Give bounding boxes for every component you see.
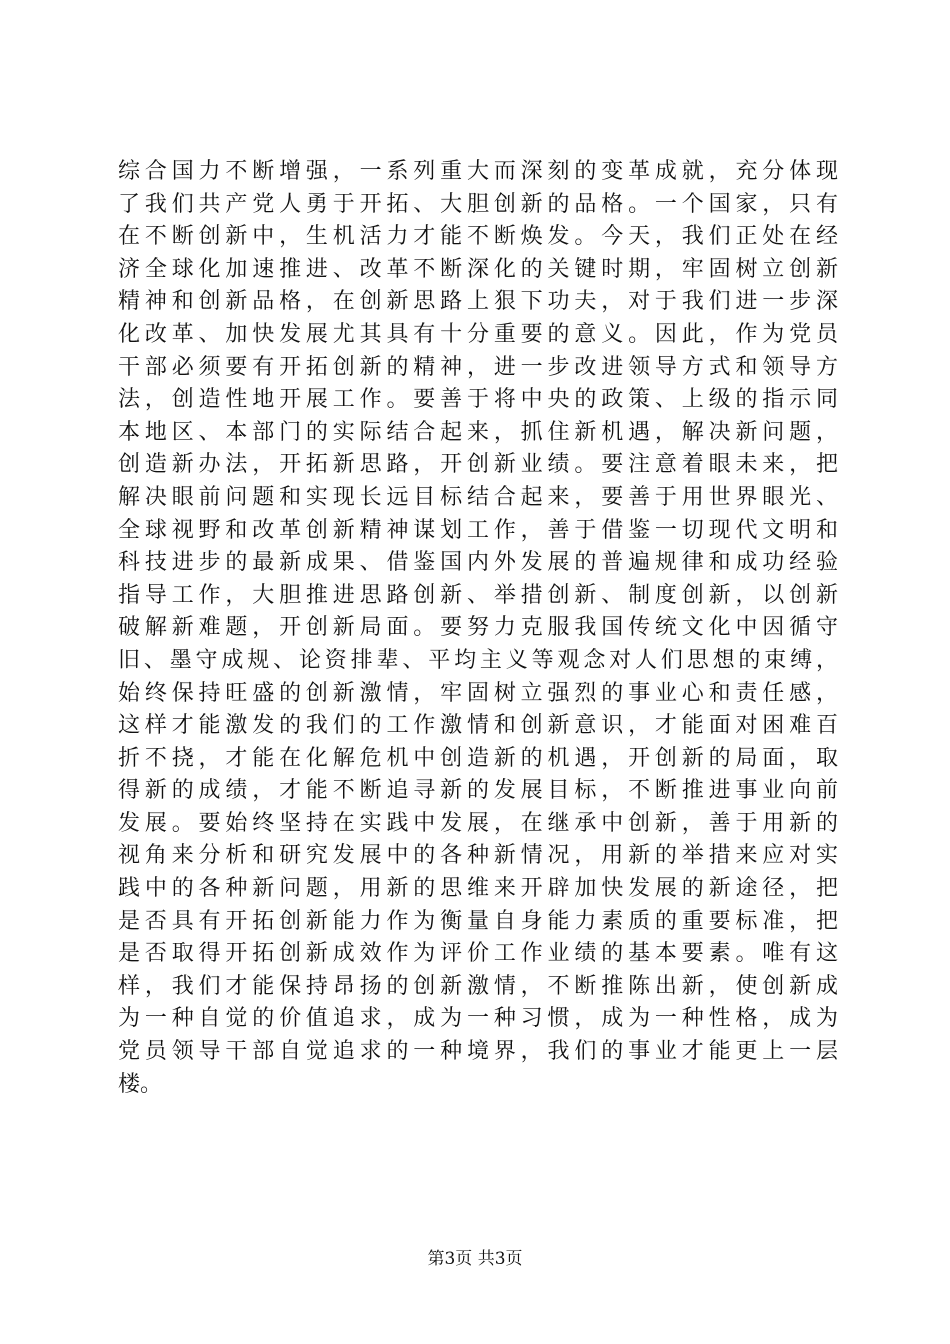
paragraph-line: 始终保持旺盛的创新激情，牢固树立强烈的事业心和责任感， bbox=[118, 680, 838, 706]
paragraph-line: 党员领导干部自觉追求的一种境界，我们的事业才能更上一层 bbox=[118, 1039, 838, 1065]
paragraph-line: 是否取得开拓创新成效作为评价工作业绩的基本要素。唯有这 bbox=[118, 941, 838, 967]
paragraph-line: 破解新难题，开创新局面。要努力克服我国传统文化中因循守 bbox=[118, 615, 838, 641]
paragraph-line: 为一种自觉的价值追求，成为一种习惯，成为一种性格，成为 bbox=[118, 1006, 838, 1032]
paragraph-line: 是否具有开拓创新能力作为衡量自身能力素质的重要标准，把 bbox=[118, 908, 838, 934]
paragraph-line: 在不断创新中，生机活力才能不断焕发。今天，我们正处在经 bbox=[118, 224, 838, 250]
page-number-footer: 第3页 共3页 bbox=[427, 1249, 523, 1269]
paragraph-line: 这样才能激发的我们的工作激情和创新意识，才能面对困难百 bbox=[118, 713, 838, 739]
paragraph-line: 发展。要始终坚持在实践中发展，在继承中创新，善于用新的 bbox=[118, 810, 838, 836]
paragraph-line: 践中的各种新问题，用新的思维来开辟加快发展的新途径，把 bbox=[118, 876, 838, 902]
paragraph-line: 法，创造性地开展工作。要善于将中央的政策、上级的指示同 bbox=[118, 387, 838, 413]
paragraph-line: 视角来分析和研究发展中的各种新情况，用新的举措来应对实 bbox=[118, 843, 838, 869]
paragraph-line: 济全球化加速推进、改革不断深化的关键时期，牢固树立创新 bbox=[118, 256, 838, 282]
paragraph-line: 科技进步的最新成果、借鉴国内外发展的普遍规律和成功经验 bbox=[118, 550, 838, 576]
paragraph-line: 解决眼前问题和实现长远目标结合起来，要善于用世界眼光、 bbox=[118, 484, 838, 510]
paragraph-line: 旧、墨守成规、论资排辈、平均主义等观念对人们思想的束缚， bbox=[118, 647, 838, 673]
paragraph-line: 全球视野和改革创新精神谋划工作，善于借鉴一切现代文明和 bbox=[118, 517, 838, 543]
paragraph-line: 精神和创新品格，在创新思路上狠下功夫，对于我们进一步深 bbox=[118, 289, 838, 315]
paragraph-line: 楼。 bbox=[118, 1071, 163, 1097]
paragraph-line: 了我们共产党人勇于开拓、大胆创新的品格。一个国家，只有 bbox=[118, 191, 838, 217]
paragraph-line: 折不挠，才能在化解危机中创造新的机遇，开创新的局面，取 bbox=[118, 745, 838, 771]
paragraph-line: 样，我们才能保持昂扬的创新激情，不断推陈出新，使创新成 bbox=[118, 973, 838, 999]
paragraph-line: 化改革、加快发展尤其具有十分重要的意义。因此，作为党员 bbox=[118, 321, 838, 347]
paragraph-line: 综合国力不断增强，一系列重大而深刻的变革成就，充分体现 bbox=[118, 159, 838, 184]
body-paragraph bbox=[118, 156, 838, 1101]
paragraph-line: 干部必须要有开拓创新的精神，进一步改进领导方式和领导方 bbox=[118, 354, 838, 380]
paragraph-line: 得新的成绩，才能不断追寻新的发展目标，不断推进事业向前 bbox=[118, 778, 838, 804]
paragraph-line: 指导工作，大胆推进思路创新、举措创新、制度创新，以创新 bbox=[118, 582, 838, 608]
paragraph-line: 创造新办法，开拓新思路，开创新业绩。要注意着眼未来，把 bbox=[118, 452, 838, 478]
paragraph-line: 本地区、本部门的实际结合起来，抓住新机遇，解决新问题， bbox=[118, 419, 838, 445]
